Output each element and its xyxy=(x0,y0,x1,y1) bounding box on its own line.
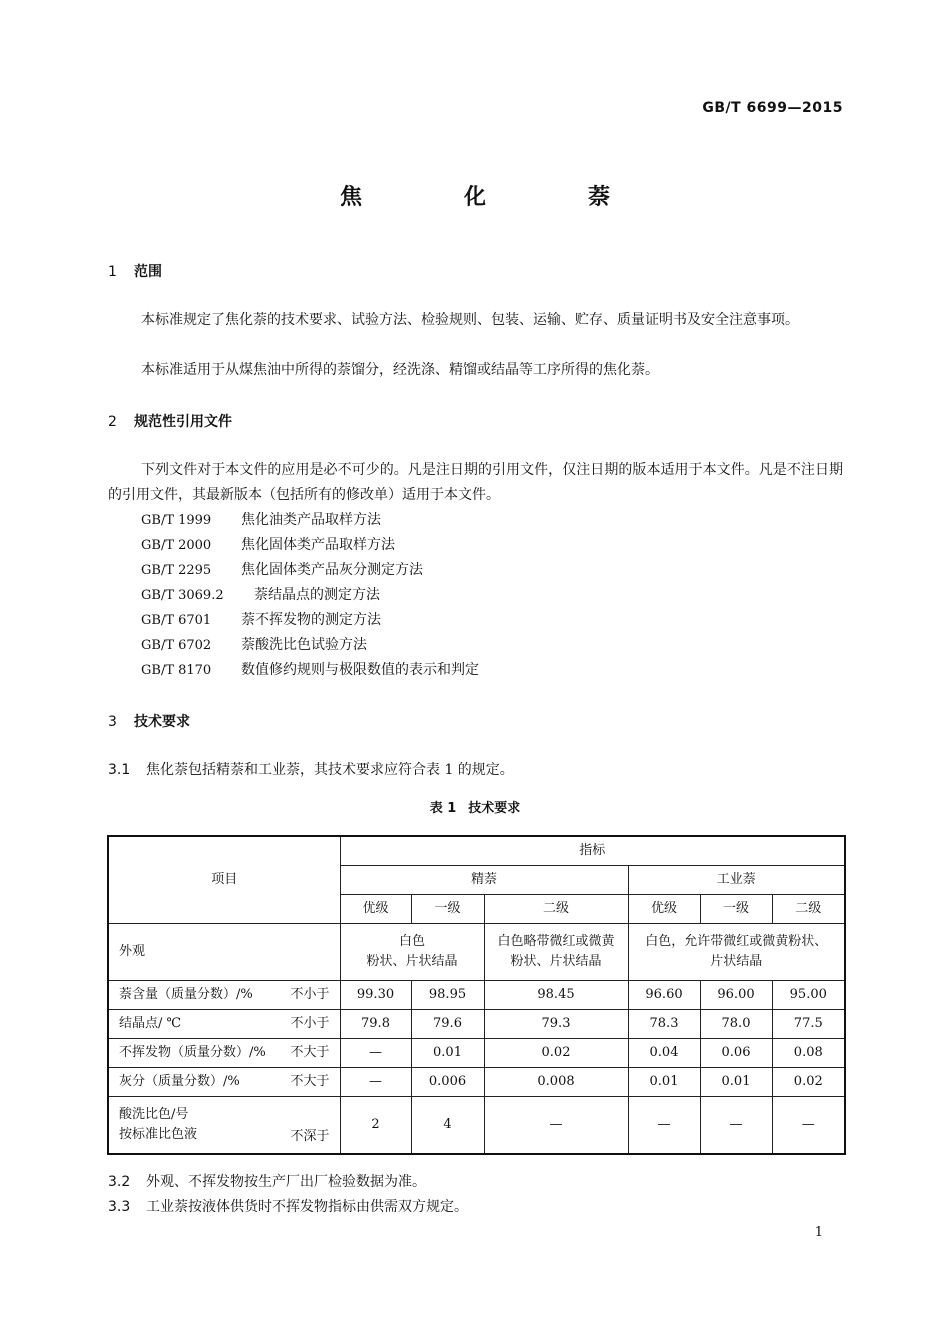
value-cell: 79.8 xyxy=(340,1009,411,1038)
value-line: 白色 xyxy=(398,933,425,949)
value-cell xyxy=(340,923,484,980)
reference-code: GB/T 2000 xyxy=(141,538,212,553)
value-cell: — xyxy=(772,1096,845,1154)
value-cell: 79.6 xyxy=(411,1009,484,1038)
clause-number: 3.2 xyxy=(108,1174,131,1190)
grade-cell: 一级 xyxy=(411,894,484,923)
section-2-intro-paragraph: 下列文件对于本文件的应用是必不可少的。凡是注日期的引用文件，仅注日期的版本适用于本文件。凡是不注日期的引用文件，其最新版本（包括所有的修改单）适用于本文件。 xyxy=(108,462,843,503)
item-label: 萘含量（质量分数）/% xyxy=(119,986,253,1002)
section-number: 2 xyxy=(108,414,117,430)
value-line: 白色略带微红或微黄 xyxy=(497,933,615,949)
table-row xyxy=(108,980,845,1009)
table-row xyxy=(108,1038,845,1067)
section-1-applicability-paragraph: 本标准适用于从煤焦油中所得的萘馏分，经洗涤、精馏或结晶等工序所得的焦化萘。 xyxy=(141,362,659,378)
value-line: 片状结晶 xyxy=(710,953,763,969)
item-label: 结晶点/ ℃ xyxy=(119,1015,182,1031)
grade-cell: 二级 xyxy=(772,894,845,923)
item-label: 按标准比色液 xyxy=(119,1126,198,1142)
standard-code: GB/T 6699—2015 xyxy=(702,100,843,116)
reference-code: GB/T 2295 xyxy=(141,563,212,578)
reference-name: 焦化固体类产品取样方法 xyxy=(241,537,395,553)
reference-item xyxy=(141,633,367,658)
item-label-cell xyxy=(108,1038,340,1067)
clause-number: 3.1 xyxy=(108,762,131,778)
clause-text: 外观、不挥发物按生产厂出厂检验数据为准。 xyxy=(146,1174,426,1190)
item-label-cell xyxy=(108,1067,340,1096)
item-label: 不挥发物（质量分数）/% xyxy=(119,1044,266,1060)
reference-item xyxy=(141,558,423,583)
table-row xyxy=(108,1009,845,1038)
item-label-cell xyxy=(108,1009,340,1038)
item-label: 外观 xyxy=(119,943,146,959)
limit-label: 不大于 xyxy=(290,1044,330,1060)
reference-code: GB/T 8170 xyxy=(141,663,212,678)
limit-label: 不小于 xyxy=(290,1015,330,1031)
value-cell: 0.01 xyxy=(628,1067,700,1096)
grade-cell: 二级 xyxy=(484,894,628,923)
table-number: 表 1 xyxy=(429,801,457,816)
reference-item xyxy=(141,583,380,608)
value-cell: 0.01 xyxy=(411,1038,484,1067)
value-cell: — xyxy=(340,1067,411,1096)
section-1-heading xyxy=(108,261,162,281)
reference-name: 数值修约规则与极限数值的表示和判定 xyxy=(241,662,479,678)
grade-cell: 一级 xyxy=(700,894,772,923)
reference-item xyxy=(141,658,479,683)
value-cell: 0.02 xyxy=(772,1067,845,1096)
section-number: 3 xyxy=(108,714,117,730)
reference-name: 萘结晶点的测定方法 xyxy=(254,587,380,603)
item-label: 灰分（质量分数）/% xyxy=(119,1073,240,1089)
value-line: 粉状、片状结晶 xyxy=(510,953,602,969)
reference-item xyxy=(141,508,381,533)
clause-number: 3.3 xyxy=(108,1199,131,1215)
value-cell: 0.02 xyxy=(484,1038,628,1067)
industrial-naphthalene-header: 工业萘 xyxy=(628,865,845,894)
value-cell: 96.00 xyxy=(700,980,772,1009)
index-header-cell: 指标 xyxy=(340,836,845,865)
section-2-heading xyxy=(108,411,232,431)
section-title: 技术要求 xyxy=(134,714,190,730)
limit-label: 不大于 xyxy=(290,1073,330,1089)
reference-name: 焦化固体类产品灰分测定方法 xyxy=(241,562,423,578)
value-cell: 0.04 xyxy=(628,1038,700,1067)
page-number: 1 xyxy=(814,1225,823,1240)
table-row xyxy=(108,1067,845,1096)
table-header-row xyxy=(108,836,845,865)
value-cell: 0.08 xyxy=(772,1038,845,1067)
section-3-heading xyxy=(108,711,190,731)
clause-text: 焦化萘包括精萘和工业萘，其技术要求应符合表 1 的规定。 xyxy=(146,762,514,778)
table-row xyxy=(108,923,845,980)
section-title: 范围 xyxy=(134,264,162,280)
value-cell: 78.0 xyxy=(700,1009,772,1038)
reference-code: GB/T 1999 xyxy=(141,513,212,528)
table-row xyxy=(108,1096,845,1154)
value-line: 白色，允许带微红或微黄粉状、 xyxy=(645,933,828,949)
value-cell xyxy=(484,923,628,980)
section-number: 1 xyxy=(108,264,117,280)
technical-requirements-table xyxy=(107,835,846,1155)
value-cell: 99.30 xyxy=(340,980,411,1009)
value-cell: 95.00 xyxy=(772,980,845,1009)
value-cell: — xyxy=(484,1096,628,1154)
value-cell: 98.45 xyxy=(484,980,628,1009)
item-label-cell xyxy=(108,923,340,980)
value-cell: 79.3 xyxy=(484,1009,628,1038)
clause-3-2 xyxy=(108,1170,426,1195)
limit-label: 不深于 xyxy=(290,1129,330,1144)
table-caption xyxy=(0,797,950,816)
value-cell: 0.008 xyxy=(484,1067,628,1096)
value-cell: 4 xyxy=(411,1096,484,1154)
reference-item xyxy=(141,533,395,558)
value-cell: 0.006 xyxy=(411,1067,484,1096)
section-1-scope-paragraph: 本标准规定了焦化萘的技术要求、试验方法、检验规则、包装、运输、贮存、质量证明书及安全注意事项。 xyxy=(141,312,799,328)
clause-text: 工业萘按液体供货时不挥发物指标由供需双方规定。 xyxy=(146,1199,468,1215)
value-cell xyxy=(628,923,845,980)
clause-3-1 xyxy=(108,758,514,783)
limit-label: 不小于 xyxy=(290,986,330,1002)
reference-code: GB/T 3069.2 xyxy=(141,588,224,603)
item-label: 酸洗比色/号 xyxy=(119,1106,189,1122)
value-cell: — xyxy=(628,1096,700,1154)
refined-naphthalene-header: 精萘 xyxy=(340,865,628,894)
reference-name: 萘酸洗比色试验方法 xyxy=(241,637,367,653)
item-label-cell xyxy=(108,1096,340,1154)
reference-name: 萘不挥发物的测定方法 xyxy=(241,612,381,628)
clause-3-3 xyxy=(108,1195,468,1220)
value-cell: — xyxy=(700,1096,772,1154)
item-header-cell: 项目 xyxy=(108,836,340,923)
value-cell: 78.3 xyxy=(628,1009,700,1038)
value-cell: 2 xyxy=(340,1096,411,1154)
value-line: 粉状、片状结晶 xyxy=(366,953,458,969)
value-cell: 96.60 xyxy=(628,980,700,1009)
value-cell: 0.01 xyxy=(700,1067,772,1096)
reference-code: GB/T 6701 xyxy=(141,613,212,628)
table-title: 技术要求 xyxy=(468,801,521,816)
grade-cell: 优级 xyxy=(628,894,700,923)
value-cell: 98.95 xyxy=(411,980,484,1009)
document-title: 焦 化 萘 xyxy=(339,185,650,210)
section-title: 规范性引用文件 xyxy=(134,414,232,430)
grade-cell: 优级 xyxy=(340,894,411,923)
value-cell: — xyxy=(340,1038,411,1067)
value-cell: 0.06 xyxy=(700,1038,772,1067)
item-label-cell xyxy=(108,980,340,1009)
reference-name: 焦化油类产品取样方法 xyxy=(241,512,381,528)
reference-item xyxy=(141,608,381,633)
reference-code: GB/T 6702 xyxy=(141,638,212,653)
value-cell: 77.5 xyxy=(772,1009,845,1038)
